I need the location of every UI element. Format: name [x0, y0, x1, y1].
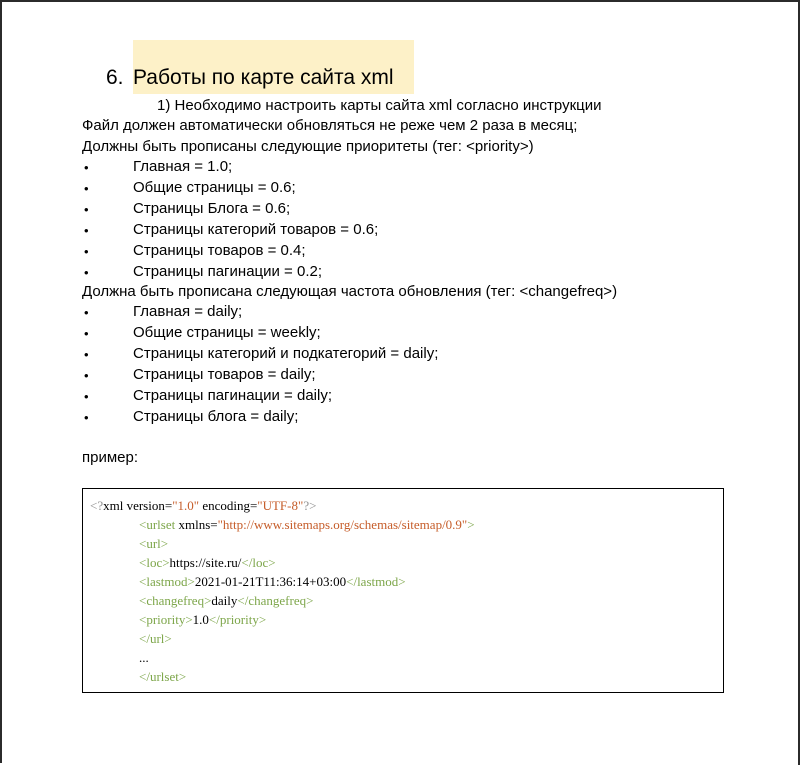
code-line-loc	[139, 553, 276, 572]
bullet-icon: •	[84, 410, 89, 425]
code-line-changefreq	[139, 591, 313, 610]
heading-title: Работы по карте сайта xml	[133, 66, 394, 89]
bullet-icon: •	[84, 181, 89, 196]
code-token: xml version=	[103, 498, 173, 513]
bullet-icon: •	[84, 389, 89, 404]
code-token: <url>	[139, 536, 169, 551]
code-token: 2021-01-21T11:36:14+03:00	[194, 574, 347, 589]
code-line-lastmod	[139, 572, 406, 591]
list-item: Страницы блога = daily;	[133, 408, 299, 425]
bullet-icon: •	[84, 347, 89, 362]
code-line-urlset-close	[139, 667, 186, 686]
code-token: https://site.ru/	[169, 555, 242, 570]
list-item: Страницы пагинации = 0.2;	[133, 263, 322, 280]
code-line-ellipsis	[139, 648, 149, 667]
code-token: </priority>	[208, 612, 267, 627]
code-token: <urlset	[139, 517, 176, 532]
code-example	[82, 488, 724, 693]
code-token: <priority>	[139, 612, 193, 627]
code-line-url-close	[139, 629, 172, 648]
bullet-icon: •	[84, 368, 89, 383]
subitem-text: 1) Необходимо настроить карты сайта xml согласно инструкции	[157, 97, 602, 114]
code-token: "http://www.sitemaps.org/schemas/sitemap/0.9"	[217, 517, 468, 532]
code-token: </loc>	[241, 555, 276, 570]
code-token: <changefreq>	[139, 593, 212, 608]
code-token: "UTF-8"	[257, 498, 304, 513]
bullet-icon: •	[84, 305, 89, 320]
list-item: Страницы товаров = daily;	[133, 366, 316, 383]
code-line-urlset	[139, 515, 475, 534]
bullet-icon: •	[84, 265, 89, 280]
bullet-icon: •	[84, 202, 89, 217]
intro-frequency-text: Должна быть прописана следующая частота обновления (тег: <changefreq>)	[82, 283, 618, 300]
list-item: Страницы Блога = 0.6;	[133, 200, 291, 217]
code-token: <loc>	[139, 555, 170, 570]
code-token: xmlns=	[175, 517, 218, 532]
intro-update-text: Файл должен автоматически обновляться не реже чем 2 раза в месяц;	[82, 117, 578, 134]
code-token: </changefreq>	[237, 593, 314, 608]
list-item: Страницы пагинации = daily;	[133, 387, 332, 404]
code-token: "1.0"	[172, 498, 200, 513]
bullet-icon: •	[84, 326, 89, 341]
code-token: <lastmod>	[139, 574, 195, 589]
heading-number: 6.	[106, 66, 124, 89]
list-item: Главная = 1.0;	[133, 158, 233, 175]
code-line-priority	[139, 610, 266, 629]
code-token: </url>	[139, 631, 172, 646]
list-item: Главная = daily;	[133, 303, 243, 320]
list-item: Страницы категорий и подкатегорий = daily;	[133, 345, 439, 362]
bullet-icon: •	[84, 160, 89, 175]
code-token: <?	[90, 498, 104, 513]
code-token: ?>	[303, 498, 317, 513]
bullet-icon: •	[84, 244, 89, 259]
code-token: daily	[211, 593, 238, 608]
code-token: 1.0	[192, 612, 209, 627]
intro-priority-text: Должны быть прописаны следующие приоритеты (тег: <priority>)	[82, 138, 534, 155]
bullet-icon: •	[84, 223, 89, 238]
list-item: Страницы категорий товаров = 0.6;	[133, 221, 379, 238]
code-line-url-open	[139, 534, 168, 553]
example-label: пример:	[82, 449, 139, 466]
list-item: Общие страницы = weekly;	[133, 324, 321, 341]
code-token: encoding=	[199, 498, 258, 513]
list-item: Страницы товаров = 0.4;	[133, 242, 306, 259]
code-token: </lastmod>	[346, 574, 406, 589]
code-token: ...	[139, 650, 149, 665]
code-line-decl	[90, 496, 316, 515]
list-item: Общие страницы = 0.6;	[133, 179, 296, 196]
code-token: >	[467, 517, 475, 532]
code-token: </urlset>	[139, 669, 187, 684]
